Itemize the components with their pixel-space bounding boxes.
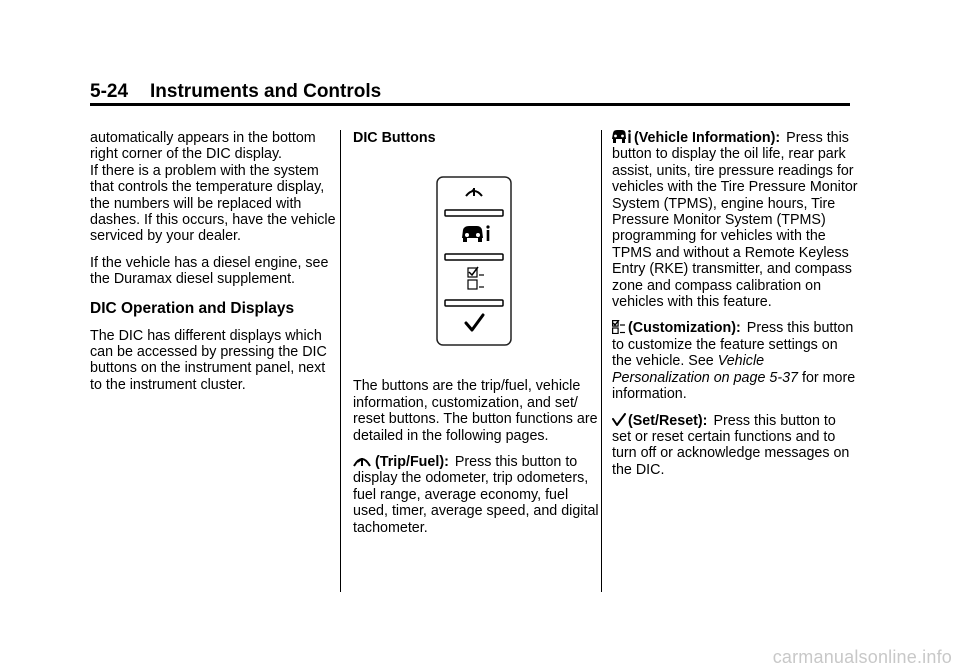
- vehicle-info-icon: [612, 130, 632, 144]
- column-divider-1: [340, 130, 341, 592]
- vehicle-info-term: (Vehicle Information):: [634, 130, 781, 146]
- column-1: [90, 130, 336, 403]
- dic-buttons-figure: [353, 176, 599, 366]
- set-reset-entry: [612, 413, 858, 479]
- customization-text: Press this button to customize the feature settings on the vehicle. See: [612, 320, 854, 370]
- customization-entry: [612, 320, 858, 402]
- trip-fuel-entry: [353, 454, 599, 536]
- customization-text-end: for more information.: [612, 369, 856, 403]
- subheading: DIC Buttons: [353, 130, 436, 146]
- header-rule: [90, 103, 850, 106]
- watermark: carmanualsonline.info: [772, 647, 952, 667]
- set-reset-text: Press this button to set or reset certain functions and to turn off or acknowledge messages on the DIC.: [612, 412, 850, 478]
- vehicle-info-text: Press this button to display the oil life, rear park assist, units, tire pressure readings for vehicles with the Tire Pressure Monitor System (TPMS), engine hours, Tire Pressure Monitor System (TPMS) programming for vehicles with the TPMS and without a Remote Keyless Entry (RKE) transmitter, and compass zone and compass calibration on vehicles with this feature.: [612, 130, 858, 311]
- trip-fuel-text: Press this button to display the odometer, trip odometers, fuel range, average economy, fuel used, timer, average speed, and digital tachometer.: [353, 454, 599, 536]
- section-title: Instruments and Controls: [150, 81, 382, 102]
- trip-fuel-term: (Trip/Fuel):: [375, 454, 449, 471]
- customization-term: (Customization):: [628, 320, 741, 337]
- cross-reference-link[interactable]: Vehicle Personalization on page 5-37: [612, 353, 798, 386]
- page-header: [90, 80, 381, 104]
- paragraph: The DIC has different displays which can be accessed by pressing the DIC buttons on the instrument panel, next to the instrument cluster.: [90, 327, 327, 393]
- paragraph: The buttons are the trip/fuel, vehicle information, customization, and set/ reset buttons. The button functions are detailed in the following pages.: [353, 378, 598, 444]
- column-divider-2: [601, 130, 602, 592]
- page-number: 5-24: [90, 81, 129, 102]
- set-reset-check-icon: [612, 413, 626, 427]
- customization-icon: [612, 320, 626, 334]
- vehicle-info-entry: [612, 130, 858, 310]
- column-2: [353, 130, 599, 546]
- paragraph: If there is a problem with the system that controls the temperature display, the numbers will be replaced with dashes. If this occurs, have the vehicle serviced by your dealer.: [90, 162, 336, 245]
- section-heading: DIC Operation and Displays: [90, 299, 295, 317]
- set-reset-term: (Set/Reset):: [628, 412, 708, 429]
- column-3: [612, 130, 858, 488]
- paragraph: automatically appears in the bottom right corner of the DIC display.: [90, 130, 316, 163]
- trip-fuel-icon: [353, 454, 371, 468]
- paragraph: If the vehicle has a diesel engine, see the Duramax diesel supplement.: [90, 254, 329, 288]
- dic-buttons-panel: [353, 176, 599, 351]
